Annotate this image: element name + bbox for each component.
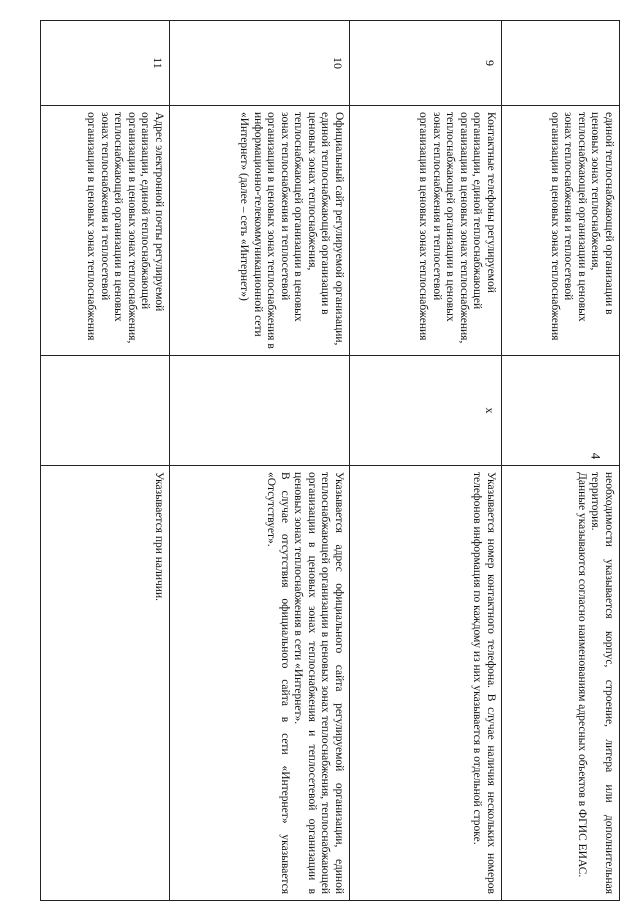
table-row bbox=[350, 21, 502, 901]
indicator-name-cell: единой теплоснабжающей организации в ценовых зонах теплоснабжения, теплоснабжающей организации в ценовых зонах теплоснабжения и теплосетевой организации в ценовых зонах теплоснабжения bbox=[502, 106, 620, 356]
page-number: 4 bbox=[588, 452, 604, 460]
description-cell: Указывается адрес официального сайта регулируемой организации, единой теплоснабжающей организации в ценовых зонах теплоснабжения, теплоснабжающей организации в ценовых зонах теплоснабжения и теплосетевой организации в ценовых зонах теплоснабжения в сети «Интернет». В случае отсутствия официального сайта в сети «Интернет» указывается «Отсутствует». bbox=[170, 466, 350, 901]
table-row bbox=[41, 21, 170, 901]
description-cell: необходимости указывается корпус, строение, литера или дополнительная территория. Данные указываются согласно наименованиям адресных объектов в ФГИС ЕИАС. bbox=[502, 466, 620, 901]
indicator-name-cell: Контактные телефоны регулируемой организации, единой теплоснабжающей организации в ценовых зонах теплоснабжения, теплоснабжающей организации в ценовых зонах теплоснабжения и теплосетевой организации в ценовых зонах теплоснабжения bbox=[350, 106, 502, 356]
indicator-name-cell: Адрес электронной почты регулируемой организации, единой теплоснабжающей организации в ценовых зонах теплоснабжения, теплоснабжающей организации в ценовых зонах теплоснабжения и теплосетевой организации в ценовых зонах теплоснабжения bbox=[41, 106, 170, 356]
table-row bbox=[170, 21, 350, 901]
row-number-cell bbox=[502, 21, 620, 106]
description-cell: Указывается номер контактного телефона. В случае наличия нескольких номеров телефонов информация по каждому из них указывается в отдельной строке. bbox=[350, 466, 502, 901]
mark-cell bbox=[170, 356, 350, 466]
row-number-cell: 9 bbox=[350, 21, 502, 106]
rotated-page-content bbox=[40, 20, 620, 900]
mark-cell bbox=[41, 356, 170, 466]
description-cell: Указывается при наличии. bbox=[41, 466, 170, 901]
document-table bbox=[40, 20, 620, 901]
mark-cell bbox=[502, 356, 620, 466]
indicator-name-cell: Официальный сайт регулируемой организации, единой теплоснабжающей организации в ценовых зонах теплоснабжения, теплоснабжающей организации в ценовых зонах теплоснабжения и теплосетевой организации в ценовых зонах теплоснабжения в информационно-телекоммуникационной сети «Интернет» (далее – сеть «Интернет») bbox=[170, 106, 350, 356]
row-number-cell: 11 bbox=[41, 21, 170, 106]
row-number-cell: 10 bbox=[170, 21, 350, 106]
table-row bbox=[502, 21, 620, 901]
mark-cell: x bbox=[350, 356, 502, 466]
